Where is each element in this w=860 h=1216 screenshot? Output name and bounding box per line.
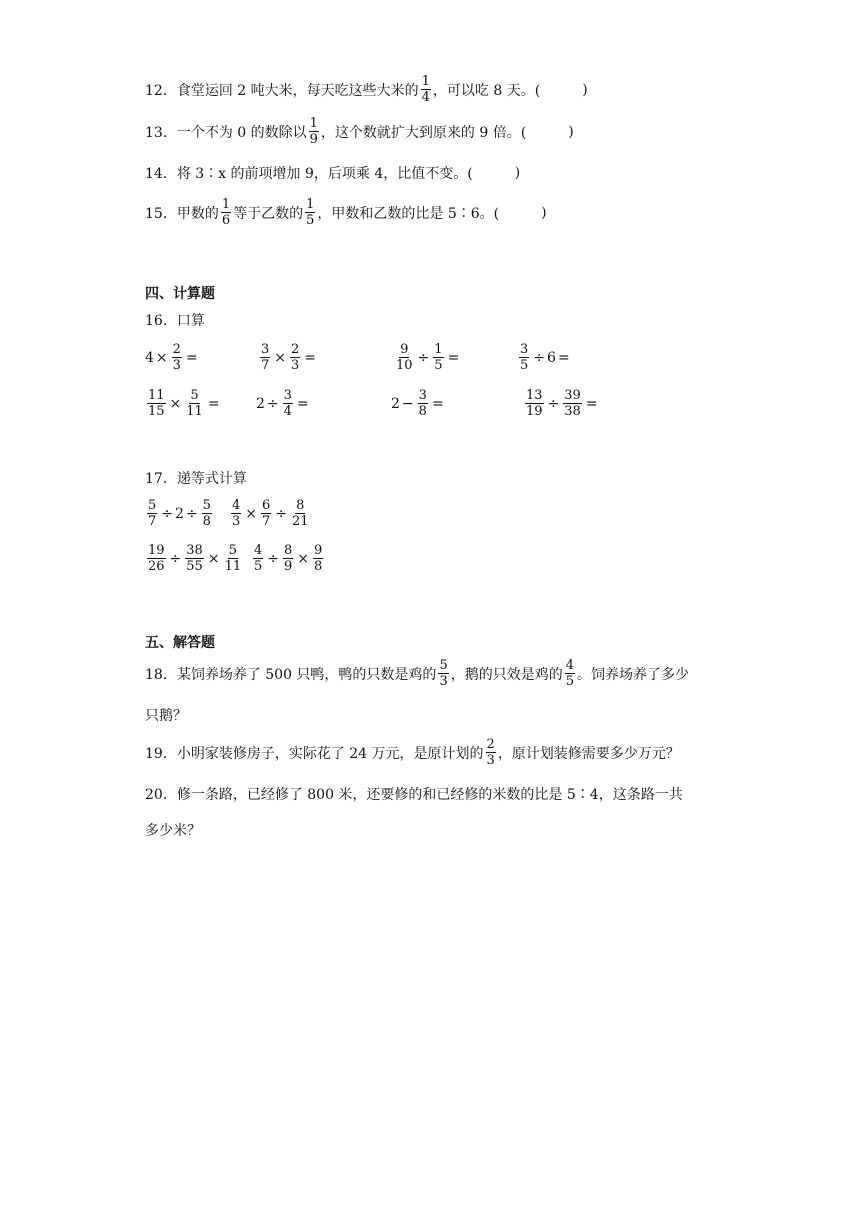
question-12: 12．食堂运回 2 吨大米，每天吃这些大米的 $\frac{1}{4}$ ，可以吃 8 天。( ) [145,74,588,105]
q12-text: 12．食堂运回 2 吨大米，每天吃这些大米的 [145,82,419,99]
q13-text-tail: ，这个数就扩大到原来的 9 倍。( [320,124,527,141]
section-heading-5: 五、解答题 [145,635,215,651]
step-calc-item: $\frac{5}{7}$ ÷ 2 ÷ $\frac{5}{8}$ [148,498,211,529]
oral-calc-item: $\frac{3}{5}$ ÷ 6 = [520,342,570,373]
question-18-cont: 只鹅？ [145,708,187,724]
step-calc-item: $\frac{19}{26}$ ÷ $\frac{38}{55}$ × $\frac{5}{11}$ [148,543,242,574]
oral-calc-item: $\frac{9}{10}$ ÷ $\frac{1}{5}$ = [396,342,460,373]
question-14: 14．将 3∶x 的前项增加 9，后项乘 4，比值不变。( ) [145,165,521,182]
q16-title: 16．口算 [145,313,205,329]
question-20-cont: 多少米？ [145,823,201,839]
step-calc-item: $\frac{4}{5}$ ÷ $\frac{8}{9}$ × $\frac{9}{8}$ [254,543,323,574]
oral-calc-item: 4 × $\frac{2}{3}$ = [145,342,198,373]
oral-calc-item: 2 − $\frac{3}{8}$ = [391,388,444,419]
q13-text: 13．一个不为 0 的数除以 [145,124,307,141]
fraction: $\frac{1}{6}$ [221,197,231,228]
question-19: 19．小明家装修房子，实际花了 24 万元，是原计划的 $\frac{2}{3}$ ，原计划装修需要多少万元？ [145,737,680,768]
oral-calc-item: 2 ÷ $\frac{3}{4}$ = [256,388,309,419]
fraction: $\frac{1}{4}$ [421,74,430,105]
section-heading-4: 四、计算题 [145,286,215,302]
fraction: $\frac{1}{9}$ [309,116,318,147]
q14-text: 14．将 3∶x 的前项增加 9，后项乘 4，比值不变。( [145,166,473,182]
question-18: 18．某饲养场养了 500 只鸭，鸭的只数是鸡的 $\frac{5}{3}$ ，鹅的只效是鸡的 $\frac{4}{5}$ 。饲养场养了多少 [145,658,689,689]
question-15: 15．甲数的 $\frac{1}{6}$ 等于乙数的 $\frac{1}{5}$ ，甲数和乙数的比是 5∶6。( ) [145,197,547,228]
q12-text-tail: ，可以吃 8 天。( [432,82,541,99]
oral-calc-item: $\frac{3}{7}$ × $\frac{2}{3}$ = [261,342,317,373]
step-calc-item: $\frac{4}{3}$ × $\frac{6}{7}$ ÷ $\frac{8}{21}$ [232,498,309,529]
q17-title: 17．递等式计算 [145,471,247,487]
oral-calc-item: $\frac{13}{19}$ ÷ $\frac{39}{38}$ = [526,388,598,419]
oral-calc-item: $\frac{11}{15}$ × $\frac{5}{11}$ = [148,388,220,419]
question-13: 13．一个不为 0 的数除以 $\frac{1}{9}$ ，这个数就扩大到原来的 9 倍。( ) [145,116,574,147]
question-20: 20．修一条路，已经修了 800 米，还要修的和已经修的米数的比是 5∶4，这条路一共 [145,787,683,803]
fraction: $\frac{1}{5}$ [306,197,315,228]
